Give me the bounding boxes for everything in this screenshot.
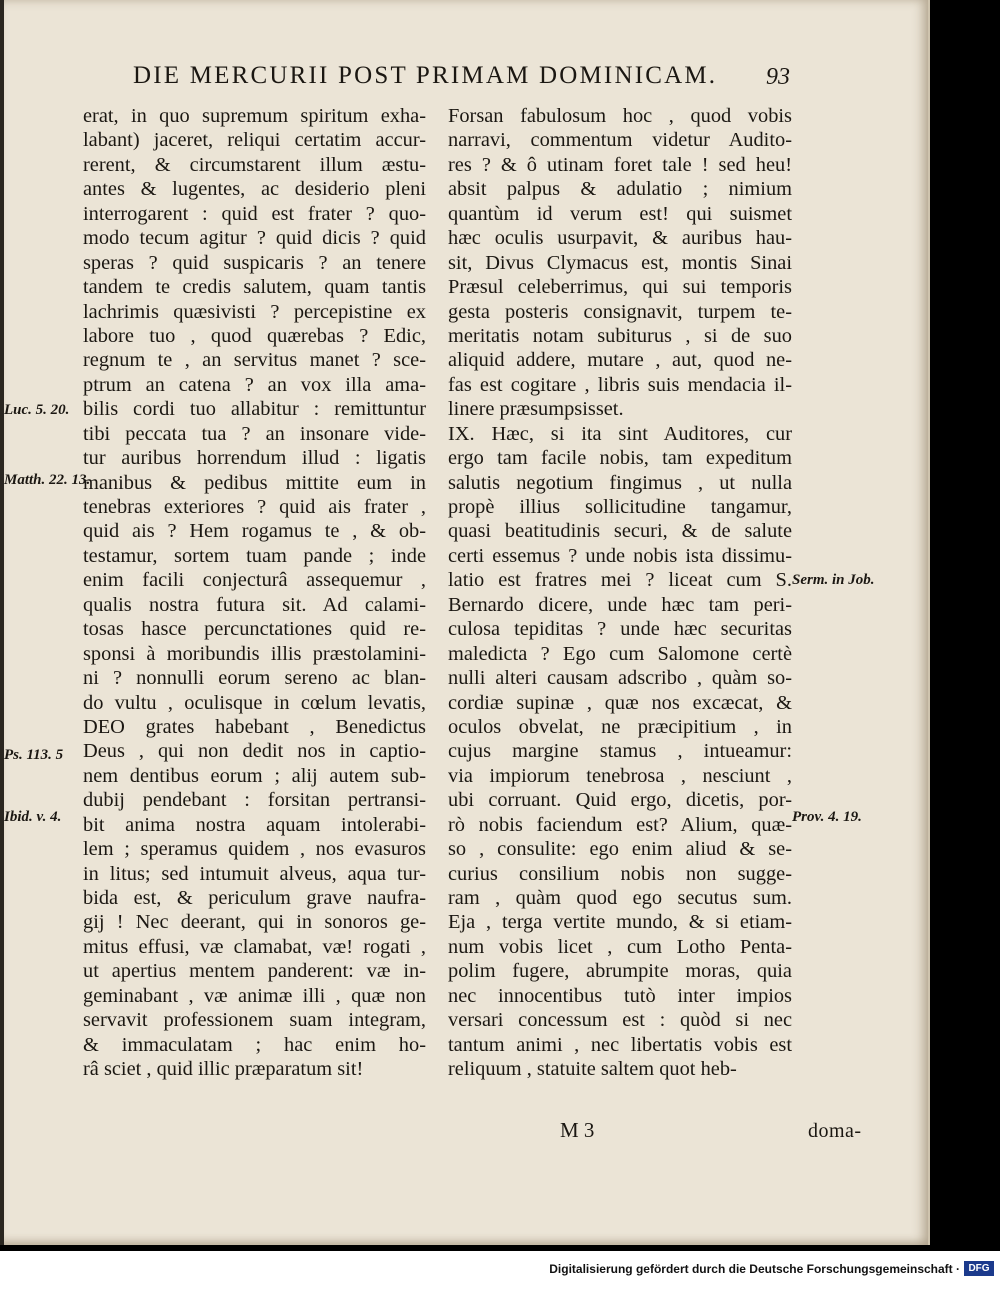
text-line: num vobis licet , cum Lotho Penta-: [448, 935, 792, 958]
text-line: nec innocentibus tutò inter impios: [448, 984, 792, 1007]
text-line: Deus , qui non dedit nos in captio-: [83, 740, 426, 763]
text-line: servavit professionem suam integram,: [83, 1009, 426, 1032]
text-line: sponsi à moribundis illis præstolamini-: [83, 642, 426, 665]
text-line: certi essemus ? unde nobis ista dissimu-: [448, 544, 792, 567]
footer-bar: [0, 1251, 1000, 1289]
text-line: quantùm id verum est! qui suismet: [448, 202, 792, 225]
text-line: speras ? quid suspicaris ? an tenere: [83, 251, 426, 274]
text-line: ptrum an catena ? an vox illa ama-: [83, 373, 426, 396]
text-line: modo tecum agitur ? quid dicis ? quid: [83, 227, 426, 250]
text-line: IX. Hæc, si ita sint Auditores, cur: [448, 422, 792, 445]
text-line: linere præsumpsisset.: [448, 398, 624, 421]
text-line: culosa tepiditas ? unde hæc securitas: [448, 618, 792, 641]
signature-mark: M 3: [560, 1118, 595, 1142]
text-line: polim fugere, abrumpite moras, quia: [448, 960, 792, 983]
text-line: propè illius sollicitudine tangamur,: [448, 496, 792, 518]
text-line: oculos obvelat, ne præcipitium , in: [448, 715, 792, 738]
text-line: tibi peccata tua ? an insonare vide-: [83, 422, 426, 445]
text-line: res ? & ô utinam foret tale ! sed heu!: [448, 153, 792, 176]
text-line: rò nobis faciendum est? Alium, quæ-: [448, 813, 792, 836]
text-line: manibus & pedibus mittite eum in: [83, 471, 426, 494]
text-line: qualis nostra futura sit. Ad calami-: [83, 593, 426, 616]
text-line: narravi, commentum videtur Audito-: [448, 129, 792, 152]
text-line: fas est cogitare , libris suis mendacia il-: [448, 373, 792, 396]
text-line: quid ais ? Hem rogamus te , & ob-: [83, 520, 426, 543]
text-line: ubi corruant. Quid ergo, dicetis, por-: [448, 789, 792, 812]
text-line: cordiæ supinæ , quæ nos excæcat, &: [448, 691, 792, 714]
text-line: tandem te credis salutem, quam tantis: [83, 276, 426, 299]
margin-note-prov: Prov. 4. 19.: [792, 809, 862, 825]
funding-notice: Digitalisierung gefördert durch die Deutsche Forschungsgemeinschaft ·: [549, 1262, 960, 1276]
text-line: & immaculatam ; hac enim ho-: [83, 1033, 426, 1056]
text-line: so , consulite: ego enim aliud & se-: [448, 838, 792, 861]
text-line: testamur, sortem tuam pande ; inde: [83, 544, 426, 567]
text-line: rerent, & circumstarent illum æstu-: [83, 153, 426, 176]
text-line: versari concessum est : quòd si nec: [448, 1009, 792, 1032]
text-line: latio est fratres mei ? liceat cum S.: [448, 569, 792, 592]
text-line: bit anima nostra aquam intolerabi-: [83, 813, 426, 836]
running-head: DIE MERCURII POST PRIMAM DOMINICAM.: [133, 62, 718, 89]
margin-note-luc: Luc. 5. 20.: [4, 402, 70, 418]
text-line: Forsan fabulosum hoc , quod vobis: [448, 105, 792, 127]
text-line: sit, Divus Clymacus est, montis Sinai: [448, 251, 792, 274]
text-line: gij ! Nec deerant, qui in sonoros ge-: [83, 911, 426, 934]
text-line: ut apertius mentem panderent: væ in-: [83, 960, 426, 983]
text-line: interrogarent : quid est frater ? quo-: [83, 202, 426, 225]
text-line: maledicta ? Ego cum Salomone certè: [448, 642, 792, 665]
text-line: nem dentibus eorum ; alij autem sub-: [83, 764, 426, 787]
text-line: tosas hasce percunctationes quid re-: [83, 618, 426, 641]
text-line: tantum animi , nec libertatis vobis est: [448, 1033, 792, 1056]
text-line: râ sciet , quid illic præparatum sit!: [83, 1058, 364, 1081]
margin-note-matth: Matth. 22. 13.: [4, 472, 91, 488]
text-line: Eja , terga vertite mundo, & si etiam-: [448, 911, 792, 934]
margin-note-serm: Serm. in Job.: [792, 572, 875, 588]
text-line: labant) jaceret, reliqui certatim accur-: [83, 129, 426, 152]
text-line: antes & lugentes, ac desiderio pleni: [83, 178, 426, 201]
text-line: lachrimis quæsivisti ? percepistine ex: [83, 300, 426, 323]
text-line: regnum te , an servitus manet ? sce-: [83, 349, 426, 372]
text-line: dubij pendebant : forsitan pertransi-: [83, 789, 426, 812]
right-text-column: [448, 104, 792, 1082]
text-line: labore tuo , quod quærebas ? Edic,: [83, 324, 426, 347]
text-line: bilis cordi tuo allabitur : remittuntur: [83, 398, 426, 421]
text-line: geminabant , væ animæ illi , quæ non: [83, 984, 426, 1007]
text-line: hæc oculis usurpavit, & auribus hau-: [448, 227, 792, 250]
text-line: via impiorum tenebrosa , nesciunt ,: [448, 764, 792, 787]
page-gutter-edge: [0, 0, 4, 1245]
margin-note-ibid: Ibid. v. 4.: [4, 809, 62, 825]
text-line: do vultu , oculisque in cœlum levatis,: [83, 691, 426, 714]
catchword: doma-: [808, 1120, 862, 1142]
text-line: ergo tam facile nobis, tam expeditum: [448, 447, 792, 470]
left-text-column: [83, 104, 426, 1082]
text-line: salutis negotium fingimus , ut nulla: [448, 471, 792, 494]
text-line: cujus margine stamus , intueamur:: [448, 740, 792, 763]
text-line: lem ; speramus quidem , nos evasuros: [83, 838, 426, 861]
text-line: mitus effusi, væ clamabat, væ! rogati ,: [83, 935, 426, 958]
text-line: tenebras exteriores ? quid ais frater ,: [83, 496, 426, 518]
text-line: quasi beatitudinis securi, & de salute: [448, 520, 792, 543]
text-line: ni ? nonnulli eorum sereno ac blan-: [83, 667, 426, 690]
text-line: aliquid addere, mutare , aut, quod ne-: [448, 349, 792, 372]
page-number: 93: [766, 64, 790, 90]
text-line: ram , quàm quod ego secutus sum.: [448, 887, 792, 909]
text-line: reliquum , statuite saltem quot heb-: [448, 1058, 737, 1081]
text-line: curius consilium nobis non sugge-: [448, 862, 792, 885]
dfg-logo: DFG: [964, 1261, 994, 1276]
margin-note-ps: Ps. 113. 5: [4, 747, 64, 763]
text-line: bida est, & periculum grave naufra-: [83, 887, 426, 909]
text-line: nulli alteri causam adscribo , quàm so-: [448, 667, 792, 690]
text-line: absit palpus & adulatio ; nimium: [448, 178, 792, 201]
text-line: DEO grates habebant , Benedictus: [83, 715, 426, 738]
text-line: Bernardo dicere, unde hæc tam peri-: [448, 593, 792, 616]
text-line: enim facili conjecturâ assequemur ,: [83, 569, 426, 592]
text-line: tur auribus horrendum illud : ligatis: [83, 447, 426, 470]
text-line: erat, in quo supremum spiritum exha-: [83, 105, 426, 127]
text-line: meritatis notam subiturus , si de suo: [448, 324, 792, 347]
text-line: in litus; sed intumuit alveus, aqua tur-: [83, 862, 426, 885]
text-line: gesta posteris consignavit, turpem te-: [448, 300, 792, 323]
text-line: Præsul celeberrimus, qui sui temporis: [448, 276, 792, 299]
